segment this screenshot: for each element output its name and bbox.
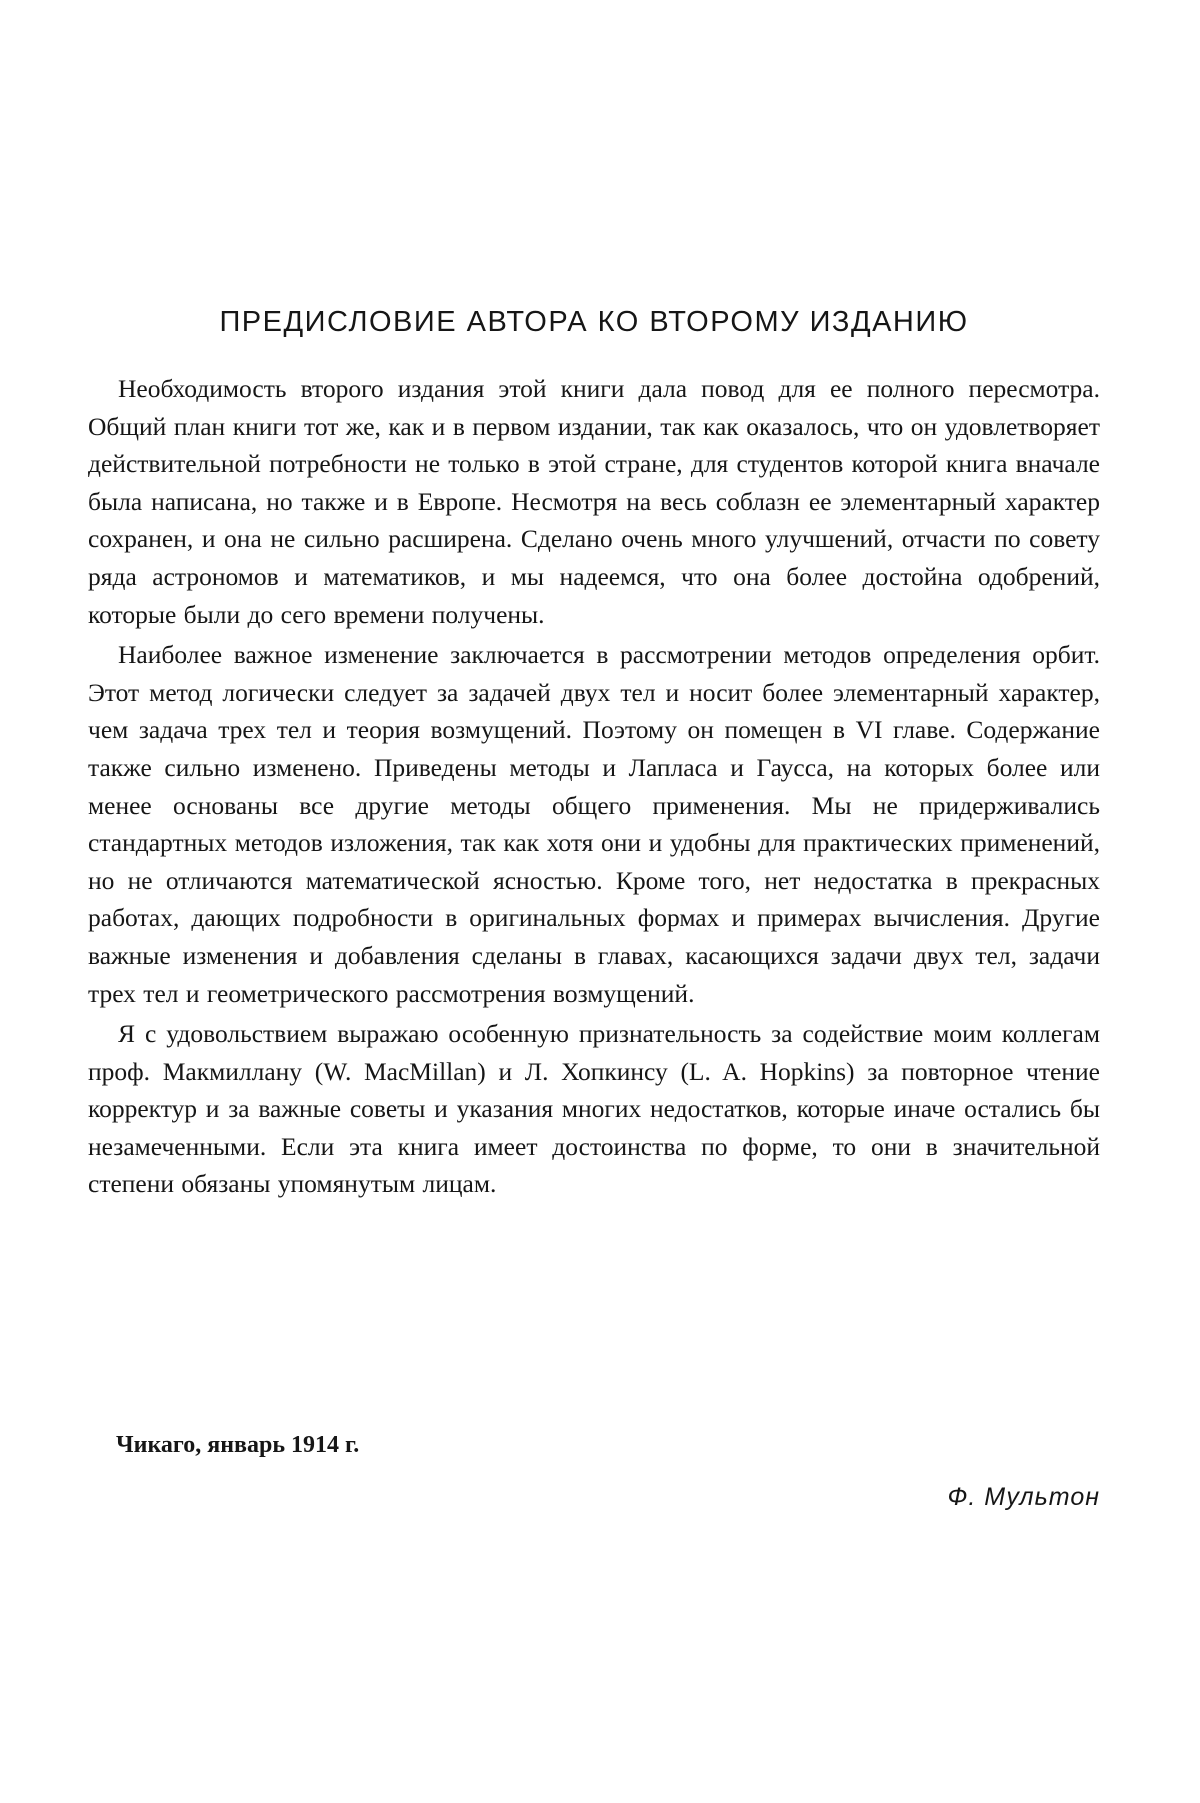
preface-body (88, 370, 1100, 1206)
paragraph-3: Я с удовольствием выражаю особенную признательность за содействие моим коллегам проф. Макмиллану (W. MacMillan) и Л. Хопкинсу (L. A. Hopkins) за повторное чтение корректур и за важные советы и указания многих недостатков, которые иначе остались бы незамеченными. Если эта книга имеет достоинства по форме, то они в значительной степени обязаны упомянутым лицам. (88, 1019, 1100, 1199)
paragraph-1: Необходимость второго издания этой книги дала повод для ее полного пересмотра. Общий план книги тот же, как и в первом издании, так как оказалось, что он удовлетворяет действительной потребности не только в этой стране, для студентов которой книга вначале была написана, но также и в Европе. Несмотря на весь соблазн ее элементарный характер сохранен, и она не сильно расширена. Сделано очень много улучшений, отчасти по совету ряда астрономов и математиков, и мы надеемся, что она более достойна одобрений, которые были до сего времени получены. (88, 374, 1100, 629)
page-title: ПРЕДИСЛОВИЕ АВТОРА КО ВТОРОМУ ИЗДАНИЮ (219, 306, 969, 338)
place-date: Чикаго, январь 1914 г. (116, 1432, 360, 1458)
author-signature: Ф. Мультон (947, 1483, 1100, 1511)
paragraph-2: Наиболее важное изменение заключается в рассмотрении методов определения орбит. Этот метод логически следует за задачей двух тел и носит более элементарный характер, чем задача трех тел и теория возмущений. Поэтому он помещен в VI главе. Содержание также сильно изменено. Приведены методы и Лапласа и Гаусса, на которых более или менее основаны все другие методы общего применения. Мы не придерживались стандартных методов изложения, так как хотя они и удобны для практических применений, но не отличаются математической ясностью. Кроме того, нет недостатка в прекрасных работах, дающих подробности в оригинальных формах и примерах вычисления. Другие важные изменения и добавления сделаны в главах, касающихся задачи двух тел, задачи трех тел и геометрического рассмотрения возмущений. (88, 640, 1100, 1008)
